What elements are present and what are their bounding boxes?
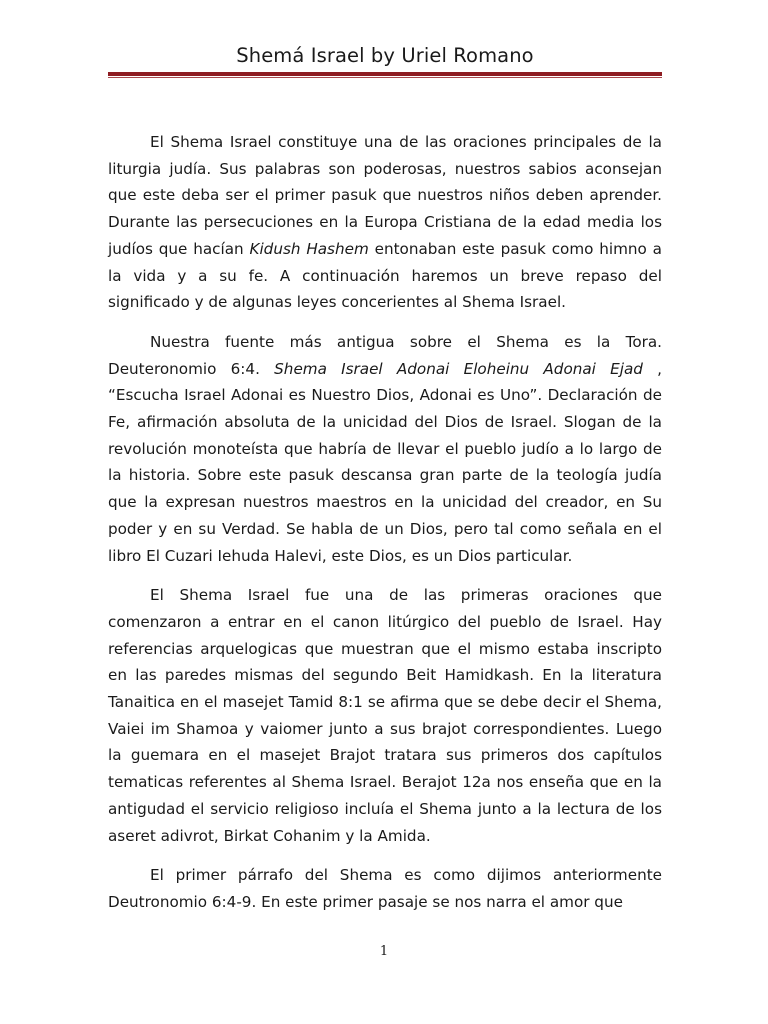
paragraph-3: El Shema Israel fue una de las primeras oraciones que comenzaron a entrar en el canon litúrgico del pueblo de Israel. Hay referencias arquelogicas que muestran que el mismo estaba inscripto en las paredes mismas del segundo Beit Hamidkash. En la literatura Tanaitica en el masejet Tamid 8:1 se afirma que se debe decir el Shema, Vaiei im Shamoa y vaiomer junto a sus brajot correspondientes. Luego la guemara en el masejet Brajot tratara sus primeros dos capítulos tematicas referentes al Shema Israel. Berajot 12a nos enseña que en la antigudad el servicio religioso incluía el Shema junto a la lectura de los aseret adivrot, Birkat Cohanim y la Amida. [108, 586, 662, 845]
header-rule [108, 72, 662, 79]
paragraph-2-text-b: , “Escucha Israel Adonai es Nuestro Dios, Adonai es Uno”. Declaración de Fe, afirmación absoluta de la unicidad del Dios de Israel. Slogan de la revolución monoteísta que habría de llevar el pueblo judío a lo largo de la historia. Sobre este pasuk descansa gran parte de la teología judía que la expresan nuestros maestros en la unicidad del creador, en Su poder y en su Verdad. Se habla de un Dios, pero tal como señala en el libro El Cuzari Iehuda Halevi, este Dios, es un Dios particular. [108, 359, 662, 565]
header-rule-thin [108, 77, 662, 78]
page-header-title: Shemá Israel by Uriel Romano [236, 44, 534, 67]
paragraph-2-text-a: Nuestra fuente más antigua sobre el Shema es la Tora. Deuteronomio 6:4. [108, 332, 662, 378]
paragraph-1-text-a: El Shema Israel constituye una de las oraciones principales de la liturgia judía. Sus palabras son poderosas, nuestros sabios aconsejan que este deba ser el primer pasuk que nuestros niños deben aprender. Durante las persecuciones en la Europa Cristiana de la edad media los judíos que hacían [108, 133, 662, 258]
page-number: 1 [379, 944, 389, 959]
document-body [108, 129, 662, 916]
paragraph-2-emphasis: Shema Israel Adonai Eloheinu Adonai Ejad [274, 359, 643, 378]
paragraph-1-text-b: entonaban este pasuk como himno a la vida y a su fe. A continuación haremos un breve repaso del significado y de algunas leyes concerientes al Shema Israel. [108, 239, 662, 312]
header-rule-thick [108, 72, 662, 76]
paragraph-1-emphasis: Kidush Hashem [249, 239, 369, 258]
paragraph-4: El primer párrafo del Shema es como dijimos anteriormente Deutronomio 6:4-9. En este primer pasaje se nos narra el amor que [108, 866, 662, 911]
paragraph-1 [108, 129, 662, 316]
paragraph-2 [108, 329, 662, 569]
